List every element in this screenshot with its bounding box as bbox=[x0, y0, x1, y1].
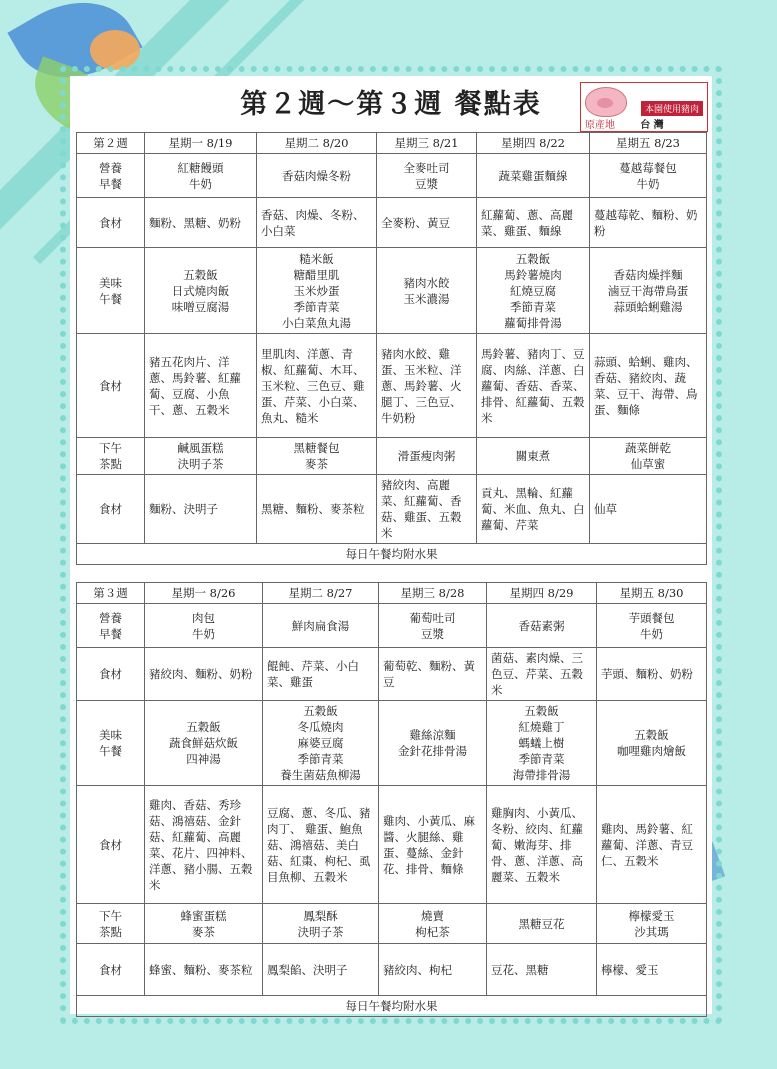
menu-cell: 菌菇、素肉燥、三色豆、芹菜、五穀米 bbox=[487, 648, 597, 701]
menu-cell: 豬絞肉、麵粉、奶粉 bbox=[145, 648, 263, 701]
table-row bbox=[77, 648, 707, 701]
row-label: 美味 午餐 bbox=[77, 248, 145, 334]
menu-cell: 全麥粉、黃豆 bbox=[377, 198, 477, 248]
menu-cell: 五穀飯 咖哩雞肉燴飯 bbox=[597, 701, 707, 786]
table-row bbox=[77, 604, 707, 648]
menu-cell: 豆腐、蔥、冬瓜、豬肉丁、 雞蛋、鮑魚菇、鴻禧菇、美白菇、紅棗、枸杞、虱目魚柳、五穀米 bbox=[263, 786, 379, 904]
menu-cell: 關東煮 bbox=[477, 438, 590, 475]
menu-cell: 馬鈴薯、豬肉丁、豆腐、肉絲、洋蔥、白蘿蔔、香菇、香菜、排骨、紅蘿蔔、五穀米 bbox=[477, 334, 590, 438]
menu-cell: 蒜頭、蛤蜊、雞肉、香菇、豬絞肉、蔬菜、豆干、海帶、鳥蛋、麵條 bbox=[590, 334, 707, 438]
day-header: 星期二 8/27 bbox=[263, 583, 379, 604]
row-label: 食材 bbox=[77, 786, 145, 904]
menu-cell: 檸檬愛玉 沙其瑪 bbox=[597, 904, 707, 944]
row-label: 營養 早餐 bbox=[77, 604, 145, 648]
menu-cell: 五穀飯 蔬食鮮菇炊飯 四神湯 bbox=[145, 701, 263, 786]
menu-cell: 葡萄吐司 豆漿 bbox=[379, 604, 487, 648]
menu-cell: 麵粉、決明子 bbox=[145, 475, 257, 544]
menu-cell: 五穀飯 紅燒雞丁 螞蟻上樹 季節青菜 海帶排骨湯 bbox=[487, 701, 597, 786]
menu-cell: 全麥吐司 豆漿 bbox=[377, 154, 477, 198]
menu-cell: 檸檬、愛玉 bbox=[597, 944, 707, 996]
menu-cell: 雞胸肉、小黃瓜、冬粉、絞肉、紅蘿蔔、嫩海芽、排骨、蔥、洋蔥、高麗菜、五穀米 bbox=[487, 786, 597, 904]
origin-value: 台 灣 bbox=[640, 120, 664, 131]
menu-cell: 香菇素粥 bbox=[487, 604, 597, 648]
table-row bbox=[77, 786, 707, 904]
page-title: 第２週～第３週 餐點表 bbox=[240, 89, 542, 120]
row-label: 食材 bbox=[77, 198, 145, 248]
menu-cell: 黑糖豆花 bbox=[487, 904, 597, 944]
menu-cell: 鳳梨酥 決明子茶 bbox=[263, 904, 379, 944]
table-row bbox=[77, 944, 707, 996]
menu-cell: 蜂蜜蛋糕 麥茶 bbox=[145, 904, 263, 944]
menu-cell: 香菇肉燥拌麵 滷豆干海帶鳥蛋 蒜頭蛤蜊雞湯 bbox=[590, 248, 707, 334]
day-header: 星期一 8/19 bbox=[145, 133, 257, 154]
menu-cell: 麵粉、黑糖、奶粉 bbox=[145, 198, 257, 248]
note-row bbox=[77, 996, 707, 1017]
menu-cell: 五穀飯 日式燒肉飯 味噌豆腐湯 bbox=[145, 248, 257, 334]
day-header: 星期三 8/21 bbox=[377, 133, 477, 154]
row-label: 食材 bbox=[77, 648, 145, 701]
table-row bbox=[77, 154, 707, 198]
menu-cell: 香菇、肉燥、冬粉、小白菜 bbox=[257, 198, 377, 248]
menu-cell: 滑蛋瘦肉粥 bbox=[377, 438, 477, 475]
menu-cell: 豬絞肉、枸杞 bbox=[379, 944, 487, 996]
menu-cell: 鮮肉扁食湯 bbox=[263, 604, 379, 648]
menu-cell: 肉包 牛奶 bbox=[145, 604, 263, 648]
row-label: 營養 早餐 bbox=[77, 154, 145, 198]
menu-cell: 豆花、黑糖 bbox=[487, 944, 597, 996]
table-row bbox=[77, 438, 707, 475]
menu-cell: 豬肉水餃 玉米濃湯 bbox=[377, 248, 477, 334]
table-row bbox=[77, 334, 707, 438]
week-label: 第２週 bbox=[77, 133, 145, 154]
menu-cell: 豬肉水餃、雞蛋、玉米粒、洋蔥、馬鈴薯、火腿丁、三色豆、牛奶粉 bbox=[377, 334, 477, 438]
menu-cell: 五穀飯 冬瓜燒肉 麻婆豆腐 季節青菜 養生菌菇魚柳湯 bbox=[263, 701, 379, 786]
menu-cell: 蔓越莓乾、麵粉、奶粉 bbox=[590, 198, 707, 248]
menu-cell: 餛飩、芹菜、小白菜、雞蛋 bbox=[263, 648, 379, 701]
row-label: 下午 茶點 bbox=[77, 438, 145, 475]
pork-origin-badge bbox=[580, 82, 708, 132]
week2-table bbox=[76, 132, 707, 565]
week3-table bbox=[76, 582, 707, 1017]
menu-cell: 仙草 bbox=[590, 475, 707, 544]
menu-sheet bbox=[70, 76, 712, 1014]
menu-cell: 芋頭、麵粉、奶粉 bbox=[597, 648, 707, 701]
pig-icon bbox=[585, 87, 627, 117]
menu-cell: 雞肉、馬鈴薯、紅蘿蔔、洋蔥、青豆仁、五穀米 bbox=[597, 786, 707, 904]
day-header: 星期五 8/23 bbox=[590, 133, 707, 154]
menu-cell: 雞肉、香菇、秀珍菇、鴻禧菇、金針菇、紅蘿蔔、高麗菜、花片、四神料、洋蔥、豬小腸、五穀米 bbox=[145, 786, 263, 904]
menu-cell: 里肌肉、洋蔥、青椒、紅蘿蔔、木耳、玉米粒、三色豆、雞蛋、芹菜、小白菜、魚丸、糙米 bbox=[257, 334, 377, 438]
menu-cell: 五穀飯 馬鈴薯燒肉 紅燒豆腐 季節青菜 蘿蔔排骨湯 bbox=[477, 248, 590, 334]
table-header-row bbox=[77, 133, 707, 154]
menu-cell: 貢丸、黑輪、紅蘿蔔、米血、魚丸、白蘿蔔、芹菜 bbox=[477, 475, 590, 544]
menu-cell: 黑糖、麵粉、麥茶粒 bbox=[257, 475, 377, 544]
table-header-row bbox=[77, 583, 707, 604]
menu-cell: 蔬菜雞蛋麵線 bbox=[477, 154, 590, 198]
menu-cell: 蔬菜餅乾 仙草蜜 bbox=[590, 438, 707, 475]
row-label: 美味 午餐 bbox=[77, 701, 145, 786]
menu-cell: 糙米飯 糖醋里肌 玉米炒蛋 季節青菜 小白菜魚丸湯 bbox=[257, 248, 377, 334]
row-label: 食材 bbox=[77, 475, 145, 544]
menu-cell: 芋頭餐包 牛奶 bbox=[597, 604, 707, 648]
leaf-decoration bbox=[90, 30, 140, 70]
menu-cell: 豬絞肉、高麗菜、紅蘿蔔、香菇、雞蛋、五穀米 bbox=[377, 475, 477, 544]
row-label: 食材 bbox=[77, 334, 145, 438]
table-row bbox=[77, 475, 707, 544]
table-row bbox=[77, 701, 707, 786]
day-header: 星期五 8/30 bbox=[597, 583, 707, 604]
table-row bbox=[77, 248, 707, 334]
menu-cell: 豬五花肉片、洋蔥、馬鈴薯、紅蘿蔔、豆腐、小魚干、蔥、五穀米 bbox=[145, 334, 257, 438]
day-header: 星期一 8/26 bbox=[145, 583, 263, 604]
day-header: 星期四 8/22 bbox=[477, 133, 590, 154]
menu-cell: 鹹風蛋糕 決明子茶 bbox=[145, 438, 257, 475]
menu-cell: 紅蘿蔔、蔥、高麗菜、雞蛋、麵線 bbox=[477, 198, 590, 248]
day-header: 星期三 8/28 bbox=[379, 583, 487, 604]
menu-cell: 蔓越莓餐包 牛奶 bbox=[590, 154, 707, 198]
week-label: 第３週 bbox=[77, 583, 145, 604]
menu-cell: 雞絲涼麵 金針花排骨湯 bbox=[379, 701, 487, 786]
table-row bbox=[77, 904, 707, 944]
note-row bbox=[77, 544, 707, 565]
row-label: 下午 茶點 bbox=[77, 904, 145, 944]
row-label: 食材 bbox=[77, 944, 145, 996]
menu-cell: 燒賣 枸杞茶 bbox=[379, 904, 487, 944]
menu-cell: 鳳梨餡、決明子 bbox=[263, 944, 379, 996]
menu-cell: 香菇肉燥冬粉 bbox=[257, 154, 377, 198]
day-header: 星期四 8/29 bbox=[487, 583, 597, 604]
menu-cell: 蜂蜜、麵粉、麥茶粒 bbox=[145, 944, 263, 996]
menu-cell: 雞肉、小黃瓜、麻醬、火腿絲、雞蛋、蔓絲、金針花、排骨、麵條 bbox=[379, 786, 487, 904]
menu-cell: 葡萄乾、麵粉、黃豆 bbox=[379, 648, 487, 701]
table-row bbox=[77, 198, 707, 248]
fruit-note: 每日午餐均附水果 bbox=[77, 996, 707, 1017]
menu-cell: 紅糖饅頭 牛奶 bbox=[145, 154, 257, 198]
fruit-note: 每日午餐均附水果 bbox=[77, 544, 707, 565]
origin-label: 原產地 bbox=[585, 120, 615, 131]
badge-heading: 本園使用豬肉 bbox=[641, 101, 703, 116]
day-header: 星期二 8/20 bbox=[257, 133, 377, 154]
menu-cell: 黑糖餐包 麥茶 bbox=[257, 438, 377, 475]
